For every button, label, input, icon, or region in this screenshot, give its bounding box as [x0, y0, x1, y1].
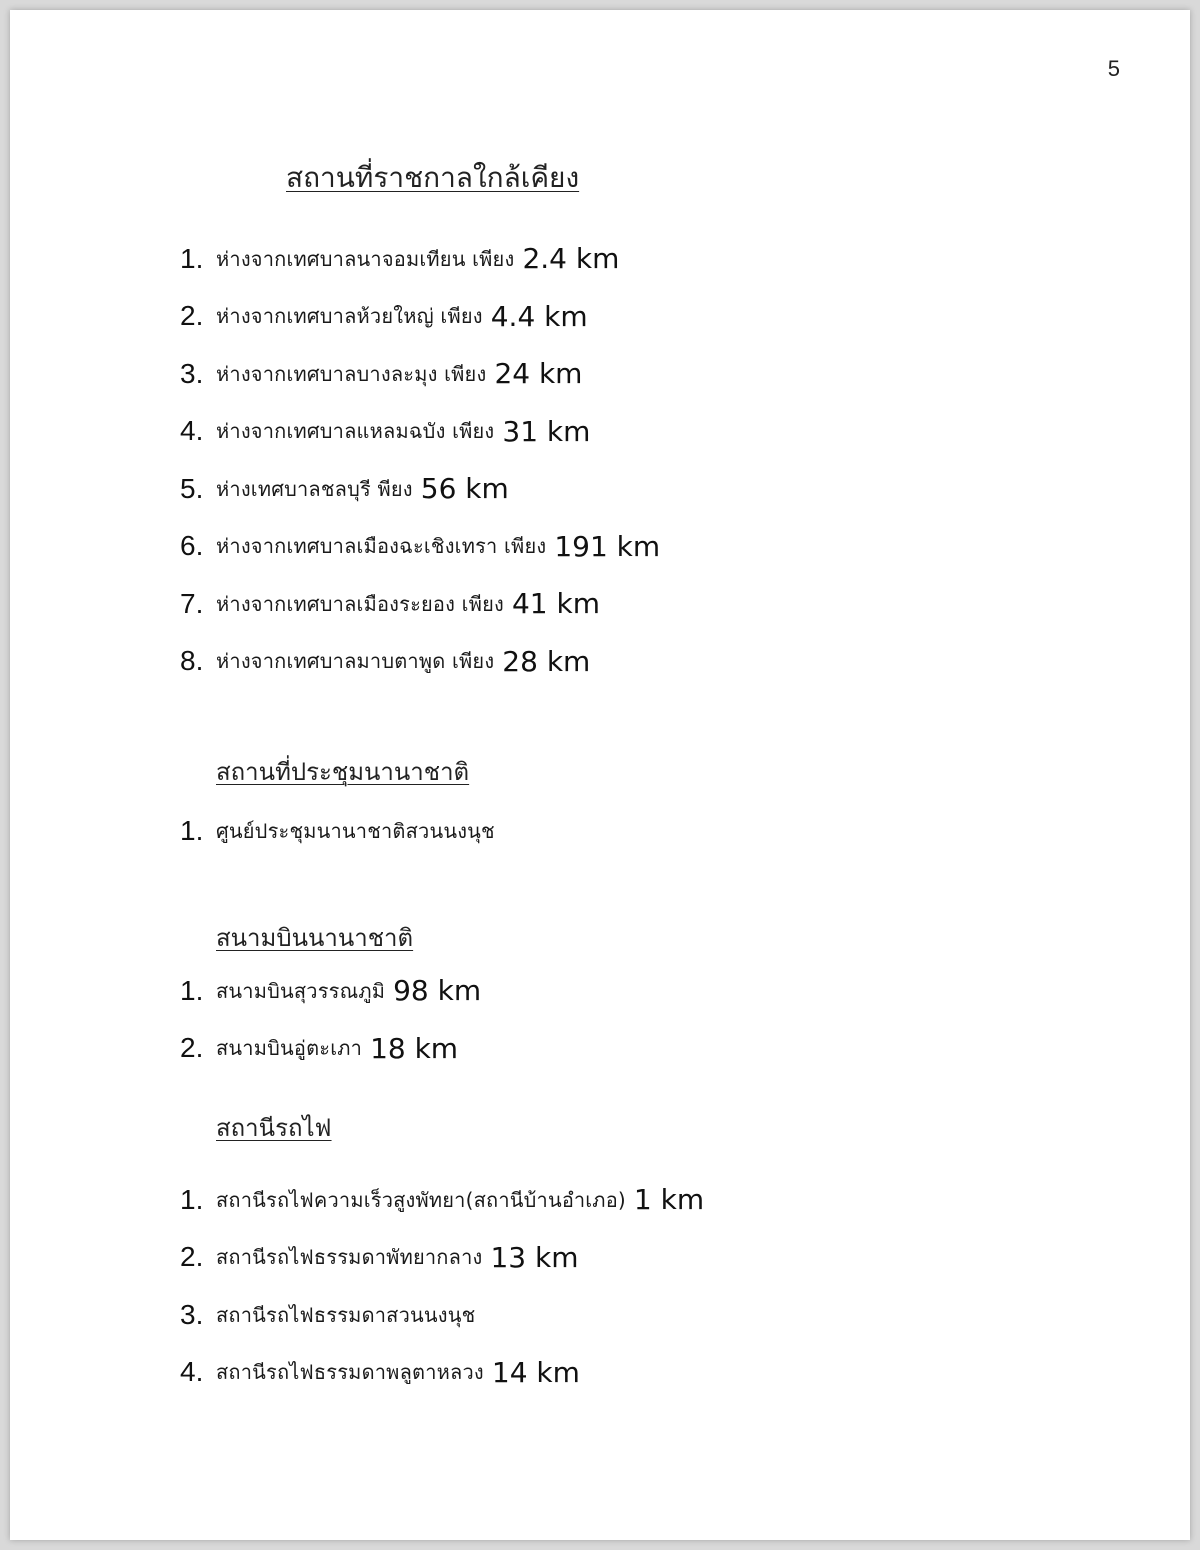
list-item [180, 575, 660, 633]
list-item [180, 1229, 704, 1287]
item-distance: 28 km [502, 644, 591, 678]
item-distance: 14 km [491, 1355, 580, 1389]
item-text: สถานีรถไฟธรรมดาพัทยากลาง [216, 1245, 483, 1270]
item-distance: 191 km [554, 529, 661, 563]
item-text: ศูนย์ประชุมนานาชาติสวนนงนุช [216, 818, 495, 843]
item-text: ห่างจากเทศบาลแหลมฉบัง เพียง [216, 419, 495, 444]
page-number: 5 [1107, 56, 1120, 81]
item-text: ห่างจากเทศบาลห้วยใหญ่ เพียง [216, 304, 483, 329]
item-text: สถานีรถไฟความเร็วสูงพัทยา(สถานีบ้านอำเภอ) [216, 1187, 626, 1212]
item-number: 2. [180, 300, 204, 332]
item-number: 7. [180, 587, 204, 619]
section-title-airport: สนามบินนานาชาติ [216, 924, 414, 952]
item-distance: 31 km [502, 414, 591, 448]
item-distance: 1 km [633, 1183, 705, 1217]
list-item [180, 962, 481, 1020]
item-text: ห่างจากเทศบาลนาจอมเทียน เพียง [216, 246, 515, 271]
item-text: สนามบินสุวรรณภูมิ [216, 978, 386, 1003]
item-number: 4. [180, 1356, 204, 1388]
item-number: 2. [180, 1241, 204, 1273]
railway-list [180, 1171, 704, 1401]
item-text: ห่างจากเทศบาลมาบตาพูด เพียง [216, 649, 495, 674]
list-item [180, 1020, 481, 1078]
item-distance: 13 km [490, 1240, 579, 1274]
item-distance: 56 km [420, 472, 509, 506]
government-list [180, 230, 660, 690]
item-distance: 2.4 km [522, 242, 620, 276]
section-title-railway: สถานีรถไฟ [216, 1114, 332, 1142]
item-number: 3. [180, 357, 204, 389]
list-item [180, 518, 660, 576]
document-page [10, 10, 1190, 1540]
section-title-convention: สถานที่ประชุมนานาชาติ [216, 758, 470, 786]
item-number: 4. [180, 415, 204, 447]
item-distance: 4.4 km [490, 299, 588, 333]
list-item [180, 802, 495, 860]
item-distance: 24 km [494, 357, 583, 391]
item-text: ห่างจากเทศบาลเมืองระยอง เพียง [216, 591, 504, 616]
list-item [180, 1344, 704, 1402]
item-number: 2. [180, 1032, 204, 1064]
list-item [180, 633, 660, 691]
item-text: สนามบินอู่ตะเภา [216, 1036, 363, 1061]
list-item [180, 230, 660, 288]
item-text: ห่างจากเทศบาลเมืองฉะเชิงเทรา เพียง [216, 534, 547, 559]
item-distance: 41 km [511, 587, 601, 621]
airport-list [180, 962, 481, 1077]
list-item [180, 345, 660, 403]
item-number: 1. [180, 814, 204, 846]
item-distance: 98 km [393, 974, 482, 1008]
item-distance: 18 km [370, 1031, 459, 1065]
item-number: 6. [180, 530, 204, 562]
section-title-government: สถานที่ราชกาลใกล้เคียง [286, 161, 580, 194]
item-number: 1. [180, 242, 204, 274]
item-text: สถานีรถไฟธรรมดาพลูตาหลวง [216, 1360, 484, 1385]
item-number: 5. [180, 472, 204, 504]
list-item [180, 288, 660, 346]
list-item [180, 460, 660, 518]
item-text: ห่างเทศบาลชลบุรี พียง [216, 476, 413, 501]
item-number: 3. [180, 1298, 204, 1330]
convention-list [180, 802, 495, 860]
item-number: 8. [180, 645, 204, 677]
item-number: 1. [180, 1183, 204, 1215]
list-item [180, 1171, 704, 1229]
item-text: ห่างจากเทศบาลบางละมุง เพียง [216, 361, 487, 386]
item-text: สถานีรถไฟธรรมดาสวนนงนุช [216, 1302, 476, 1327]
item-number: 1. [180, 974, 204, 1006]
list-item [180, 403, 660, 461]
list-item [180, 1286, 704, 1344]
